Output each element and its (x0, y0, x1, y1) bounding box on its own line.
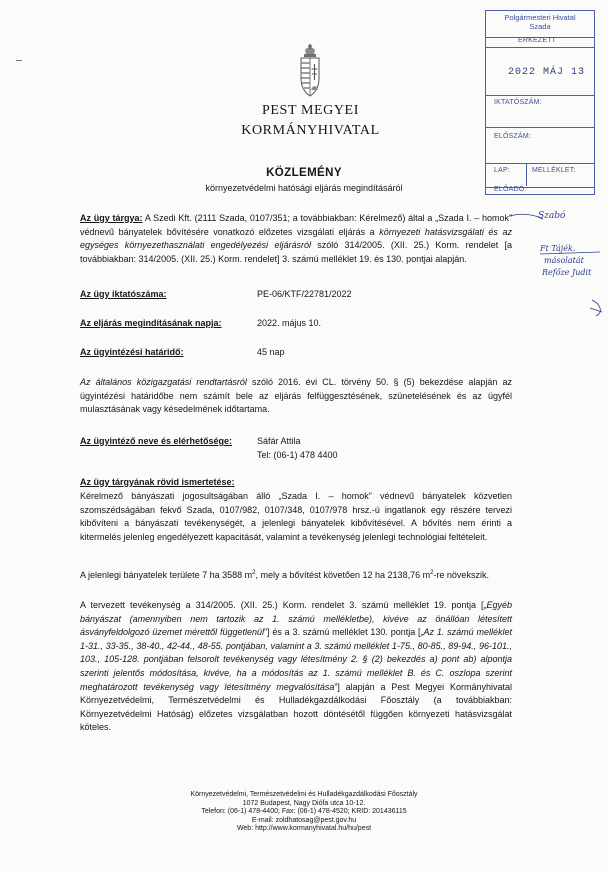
stamp-prev-row (486, 127, 594, 164)
handwritten-name: Szabó (538, 211, 566, 221)
case-number-value: PE-06/KTF/22781/2022 (257, 289, 352, 299)
summary-p3-c: ”] alapján a Pest Megyei Kormányhivatal Környezetvédelmi, Természetvédelmi és Hulladékgazdálkodási Főosztály (a továbbiakban: Környezetvédelmi Hatóság) előzetes vizsgálatban hozott döntésétől függően környezeti hatásvizsgálat köteles. (80, 681, 512, 733)
hungarian-coat-of-arms-icon (296, 44, 324, 98)
org-name-line2: KORMÁNYHIVATAL (241, 123, 380, 138)
stamp-org-line2: Szada (529, 22, 551, 31)
summary-p3-a: A tervezett tevékenység a 314/2005. (XII. 25.) Korm. rendelet 3. számú melléklet 19. pontja [„ (80, 600, 487, 610)
footer-email[interactable]: E-mail: zoldhatosag@pest.gov.hu (251, 816, 357, 824)
stamp-org-line1: Polgármesteri Hivatal (504, 13, 576, 22)
summary-p3-italic-1: Egyéb bányászat (amennyiben nem tartozik az 1. számú mellékletbe), kivéve az önállóan létesített ásványfeldolgozó üzemet mérettől függetlenül (80, 600, 512, 638)
stamp-received-date: 2022 MÁJ 13 (508, 67, 586, 78)
area-future: , mely a bővítést követően 12 ha 2138,76 m (255, 570, 431, 580)
footer-phone: Telefon: (06-1) 478-4400; Fax: (06-1) 478-4520; KRID: 201436115 (201, 808, 407, 816)
footer (0, 791, 608, 834)
summary-label: Az ügy tárgyának rövid ismertetése: (80, 477, 235, 487)
document-title: KÖZLEMÉNY (266, 167, 342, 179)
deadline-value: 45 nap (257, 347, 285, 357)
handwritten-note-1: Ft Tájék. (540, 244, 576, 253)
deadline-note-italic: Az általános közigazgatási rendtartásról (80, 377, 247, 387)
deadline-note (80, 376, 512, 417)
footer-web[interactable]: Web: http://www.kormanyhivatal.hu/hu/pest (236, 825, 372, 833)
footer-department: Környezetvédelmi, Természetvédelmi és Hulladékgazdálkodási Főosztály (190, 791, 418, 798)
org-name-line1: PEST MEGYEI (262, 103, 359, 118)
handwritten-note-3: Refőze Judit (542, 268, 592, 277)
area-unit-sup-2: 2 (430, 570, 434, 576)
subject-paragraph (80, 212, 512, 266)
stamp-date-cell (486, 47, 594, 96)
case-number-label: Az ügy iktatószáma: (80, 289, 167, 299)
officer-name: Sáfár Attila (257, 436, 301, 446)
summary-paragraph-1: Kérelmező bányászati jogosultságában álló „Szada I. – homok” védnevű bányatelek közvetlen szomszédságában fekvő Szada, 0107/982, 0107/348, 0107/978 hrsz.-ú ingatlanok egy részére tervezi kibővíteni a bányászati tevékenységét, a jelenlegi bányatelek kibővítésével. A bővítés nem érinti a kitermelés jelenleg engedélyezett kapacitását, valamint a tevékenység jelenlegi technológiai feltételeit. (80, 491, 512, 542)
start-date-label: Az eljárás megindításának napja: (80, 318, 222, 328)
area-unit-sup-1: 2 (252, 570, 256, 576)
summary-p3-b: ”] és a 3. számú melléklet 130. pontja [„ (264, 627, 424, 638)
officer-phone: Tel: (06-1) 478 4400 (257, 450, 338, 460)
area-current: A jelenlegi bányatelek területe 7 ha 3588 m (80, 570, 253, 580)
summary-paragraph-3 (80, 599, 512, 735)
stamp-presenter-label: ELŐADÓ: (494, 186, 527, 193)
handwritten-note-2: másolatát (544, 256, 584, 265)
officer-label: Az ügyintéző neve és elérhetősége: (80, 436, 233, 446)
subject-italic: környezeti hatásvizsgálati és az egységes környezethasználati engedélyezési eljárásról (80, 226, 513, 251)
deadline-note-text: szóló 2016. évi CL. törvény 50. § (5) bekezdése alapján az ügyintézési határidőbe nem számít bele az eljárás felfüggesztésének, szünetelésének és az ügyfél mulasztásának vagy késedelmének időtartama. (80, 377, 512, 415)
stamp-registry-row (486, 95, 594, 128)
deadline-label: Az ügyintézési határidő: (80, 347, 184, 357)
stamp-prev-label: ELŐSZÁM: (494, 133, 531, 140)
stamp-received-label: ERKEZETT (518, 37, 557, 44)
scan-mark (16, 60, 22, 61)
stamp-page-label: LAP: (494, 167, 510, 174)
subject-text-2: szóló 314/2005. (XII. 25.) Korm. rendelet [a továbbiakban: 314/2005. (XII. 25.) Korm. rendelet] 3. számú melléklet 19. és 130. pontjai alapján. (80, 240, 512, 264)
stamp-header (486, 11, 594, 38)
subject-label: Az ügy tárgya: (80, 213, 143, 223)
area-end: -re növekszik. (433, 570, 489, 580)
footer-address: 1072 Budapest, Nagy Diófa utca 10-12. (242, 799, 366, 807)
summary-paragraph-2 (80, 567, 512, 583)
document-subtitle: környezetvédelmi hatósági eljárás megindításáról (205, 183, 403, 193)
stamp-attachment-label: MELLÉKLET: (532, 167, 576, 174)
stamp-registry-label: IKTATÓSZÁM: (494, 99, 542, 106)
subject-text: A Szedi Kft. (2111 Szada, 0107/351; a továbbiakban: Kérelmező) által a „Szada I. – homok” védnevű bányatelek bővítésére vonatkozó előzetes vizsgálati eljárás a (80, 213, 513, 237)
start-date-value: 2022. május 10. (257, 318, 322, 328)
summary-p3-italic-2: Az 1. számú melléklet 1-31., 33-35., 38-40., 42-44., 48-55. pontjában, valamint a 3. számú melléklet 1-75., 80-85., 89-94., 96-101., 103., 105-128. pontjában felsorolt tevékenység vagy létesítmény 2. § (2) bekezdés a) pont ab) alpontja szerinti jelentős módosítása, kivéve, ha a módosítás az 1. számú melléklet B. és C. oszlopa szerint meghatározott tevékenység vagy létesítmény megvalósítása (80, 627, 512, 692)
handwriting-strokes (500, 208, 608, 320)
